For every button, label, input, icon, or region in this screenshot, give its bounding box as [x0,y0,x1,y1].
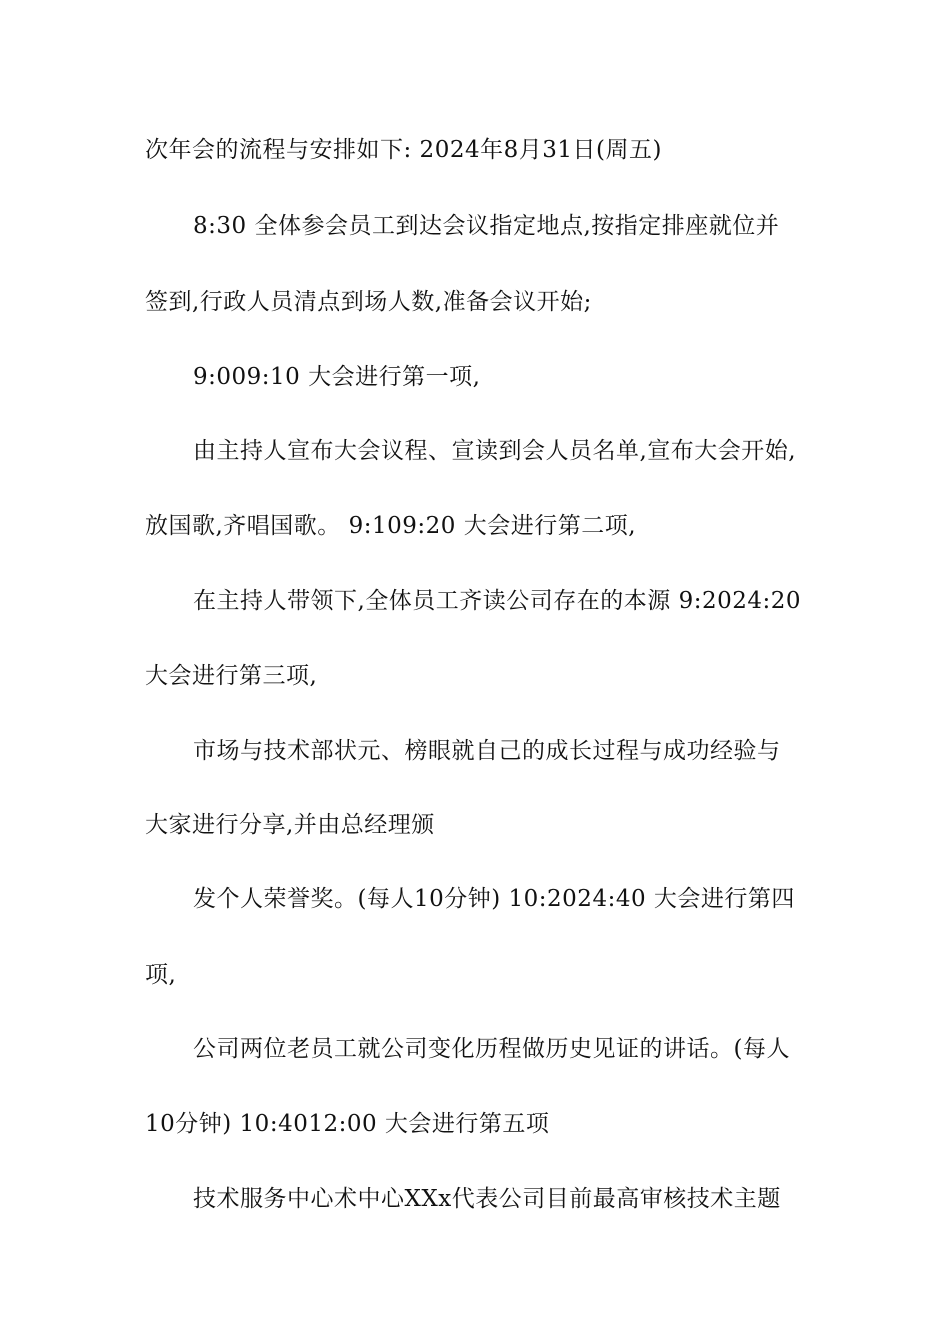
text-line: 大会进行第三项, [145,663,318,689]
text-line: 大家进行分享,并由总经理颁 [145,812,435,838]
text-line: 8:30 全体参会员工到达会议指定地点,按指定排座就位并 [193,213,780,239]
text-line: 由主持人宣布大会议程、宣读到会人员名单,宣布大会开始, [193,438,797,464]
text-line: 市场与技术部状元、榜眼就自己的成长过程与成功经验与 [193,738,781,764]
text-line: 项, [145,962,177,988]
text-line: 9:009:10 大会进行第一项, [193,364,481,390]
text-line: 公司两位老员工就公司变化历程做历史见证的讲话。(每人 [193,1036,790,1062]
text-line: 放国歌,齐唱国歌。 9:109:20 大会进行第二项, [145,513,637,539]
text-line: 技术服务中心术中心XXx代表公司目前最高审核技术主题 [193,1186,781,1212]
text-line: 10分钟) 10:4012:00 大会进行第五项 [145,1111,550,1137]
text-line: 次年会的流程与安排如下: 2024年8月31日(周五) [145,137,662,163]
text-line: 在主持人带领下,全体员工齐读公司存在的本源 9:2024:20 [193,588,802,614]
text-line: 签到,行政人员清点到场人数,准备会议开始; [145,289,592,315]
text-line: 发个人荣誉奖。(每人10分钟) 10:2024:40 大会进行第四 [193,886,795,912]
